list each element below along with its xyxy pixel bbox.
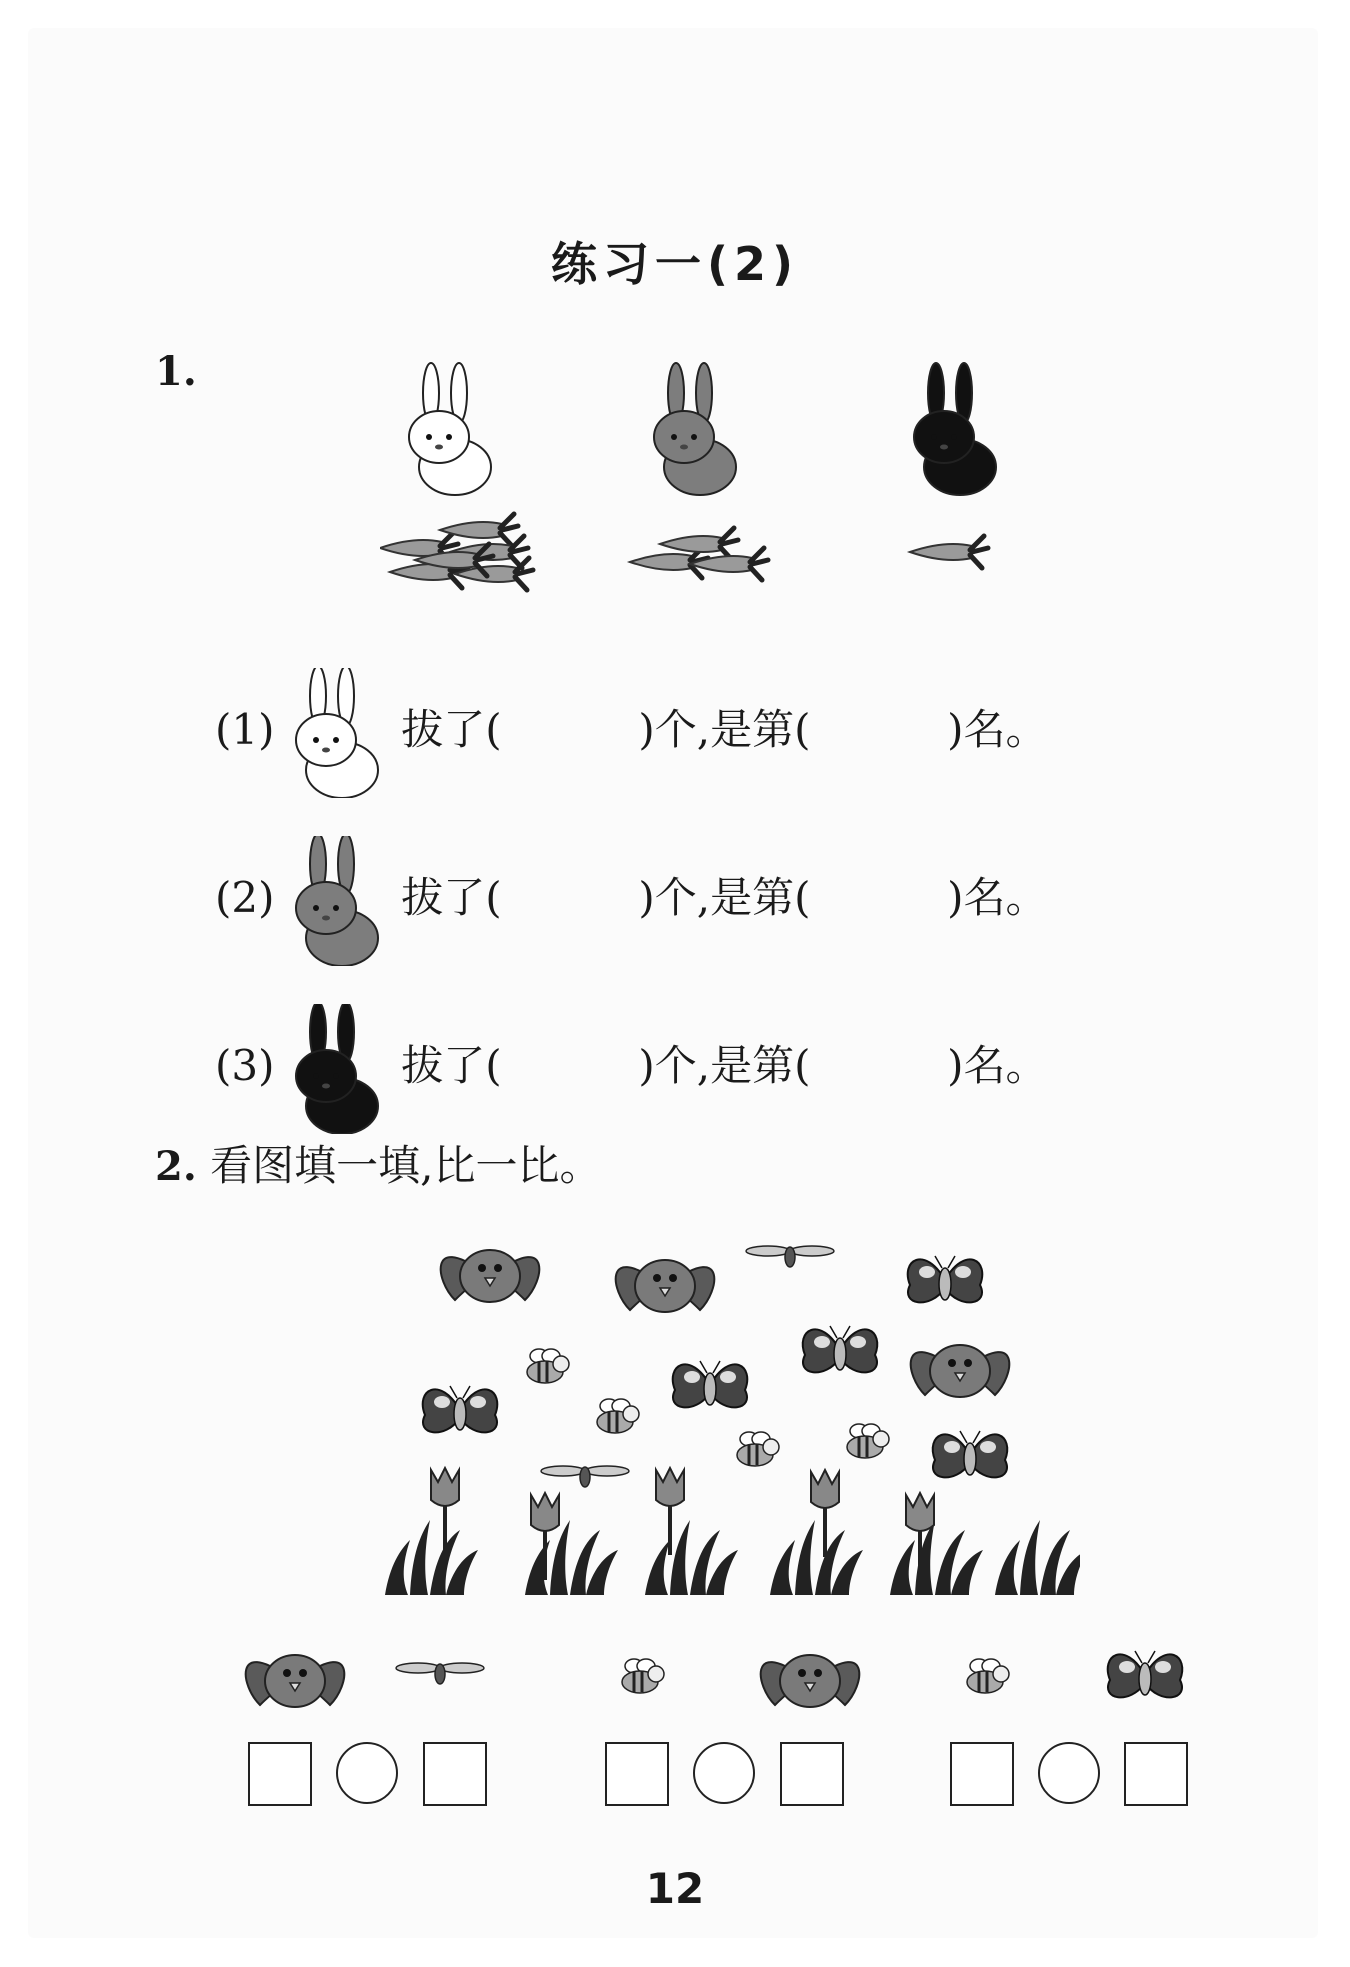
- comparison-icons: [230, 1630, 1220, 1720]
- question-2-number: 2.: [155, 1143, 197, 1190]
- suffix-text: )名。: [947, 873, 1048, 922]
- count-box-bird-2[interactable]: [780, 1742, 844, 1806]
- bird-icon: [246, 1655, 345, 1707]
- grass-icon: [525, 1520, 618, 1595]
- question-2-instruction: 看图填一填,比一比。: [210, 1141, 602, 1190]
- grass-icon: [645, 1520, 738, 1595]
- grass-icon: [995, 1520, 1080, 1595]
- count-box-butterfly[interactable]: [1124, 1742, 1188, 1806]
- butterfly-icon: [673, 1361, 748, 1407]
- bee-icon: [597, 1399, 639, 1433]
- item-label: (1): [215, 705, 275, 754]
- bird-icon: [911, 1345, 1010, 1397]
- suffix-text: )名。: [947, 1041, 1048, 1090]
- gray-rabbit-icon: [654, 363, 736, 495]
- butterfly-icon: [423, 1386, 498, 1432]
- butterfly-icon: [933, 1431, 1008, 1477]
- bird-icon: [441, 1250, 540, 1302]
- rabbit-race-figure: [380, 330, 1040, 600]
- suffix-text: )名。: [947, 705, 1048, 754]
- count-box-bee-2[interactable]: [950, 1742, 1014, 1806]
- garden-scene: [360, 1220, 1080, 1600]
- compare-circle-3[interactable]: [1038, 1742, 1100, 1804]
- grass-icon: [385, 1520, 478, 1595]
- grass-icon: [770, 1520, 863, 1595]
- bird-icon: [761, 1655, 860, 1707]
- bee-icon: [967, 1659, 1009, 1693]
- bee-icon: [622, 1659, 664, 1693]
- butterfly-icon: [1108, 1651, 1183, 1697]
- question-2: [155, 1133, 601, 1193]
- rank-text: )个,是第(: [638, 873, 811, 922]
- butterfly-icon: [803, 1326, 878, 1372]
- grass-icon: [890, 1520, 983, 1595]
- item-label: (3): [215, 1041, 275, 1090]
- butterfly-icon: [908, 1256, 983, 1302]
- compare-circle-1[interactable]: [336, 1742, 398, 1804]
- page-number: 12: [645, 1864, 705, 1913]
- bee-icon: [847, 1424, 889, 1458]
- bird-icon: [616, 1260, 715, 1312]
- rank-text: )个,是第(: [638, 705, 811, 754]
- gray-rabbit-icon: [290, 836, 386, 966]
- bee-icon: [527, 1349, 569, 1383]
- dragonfly-icon: [396, 1663, 484, 1684]
- compare-circle-2[interactable]: [693, 1742, 755, 1804]
- carrot-icon: [440, 514, 518, 546]
- pulled-text: 拔了(: [401, 705, 502, 754]
- item-label: (2): [215, 873, 275, 922]
- white-rabbit-icon: [409, 363, 491, 495]
- carrot-icon: [910, 536, 988, 568]
- bee-icon: [737, 1432, 779, 1466]
- pulled-text: 拔了(: [401, 873, 502, 922]
- black-rabbit-icon: [914, 363, 996, 495]
- black-rabbit-icon: [290, 1004, 386, 1134]
- q1-item-1: [215, 668, 1048, 798]
- count-box-dragonfly[interactable]: [423, 1742, 487, 1806]
- dragonfly-icon: [541, 1466, 629, 1487]
- dragonfly-icon: [746, 1246, 834, 1267]
- q1-item-3: [215, 1004, 1048, 1134]
- page-title: 练习一(2): [550, 237, 800, 291]
- question-1-number: 1.: [155, 348, 197, 395]
- count-box-bee[interactable]: [605, 1742, 669, 1806]
- white-rabbit-icon: [290, 668, 386, 798]
- black-rabbit-carrots: [910, 536, 988, 568]
- pulled-text: 拔了(: [401, 1041, 502, 1090]
- tulip-icon: [431, 1468, 459, 1555]
- q1-item-2: [215, 836, 1048, 966]
- gray-rabbit-carrots: [630, 528, 768, 580]
- count-box-bird[interactable]: [248, 1742, 312, 1806]
- white-rabbit-carrots: [380, 514, 533, 590]
- rank-text: )个,是第(: [638, 1041, 811, 1090]
